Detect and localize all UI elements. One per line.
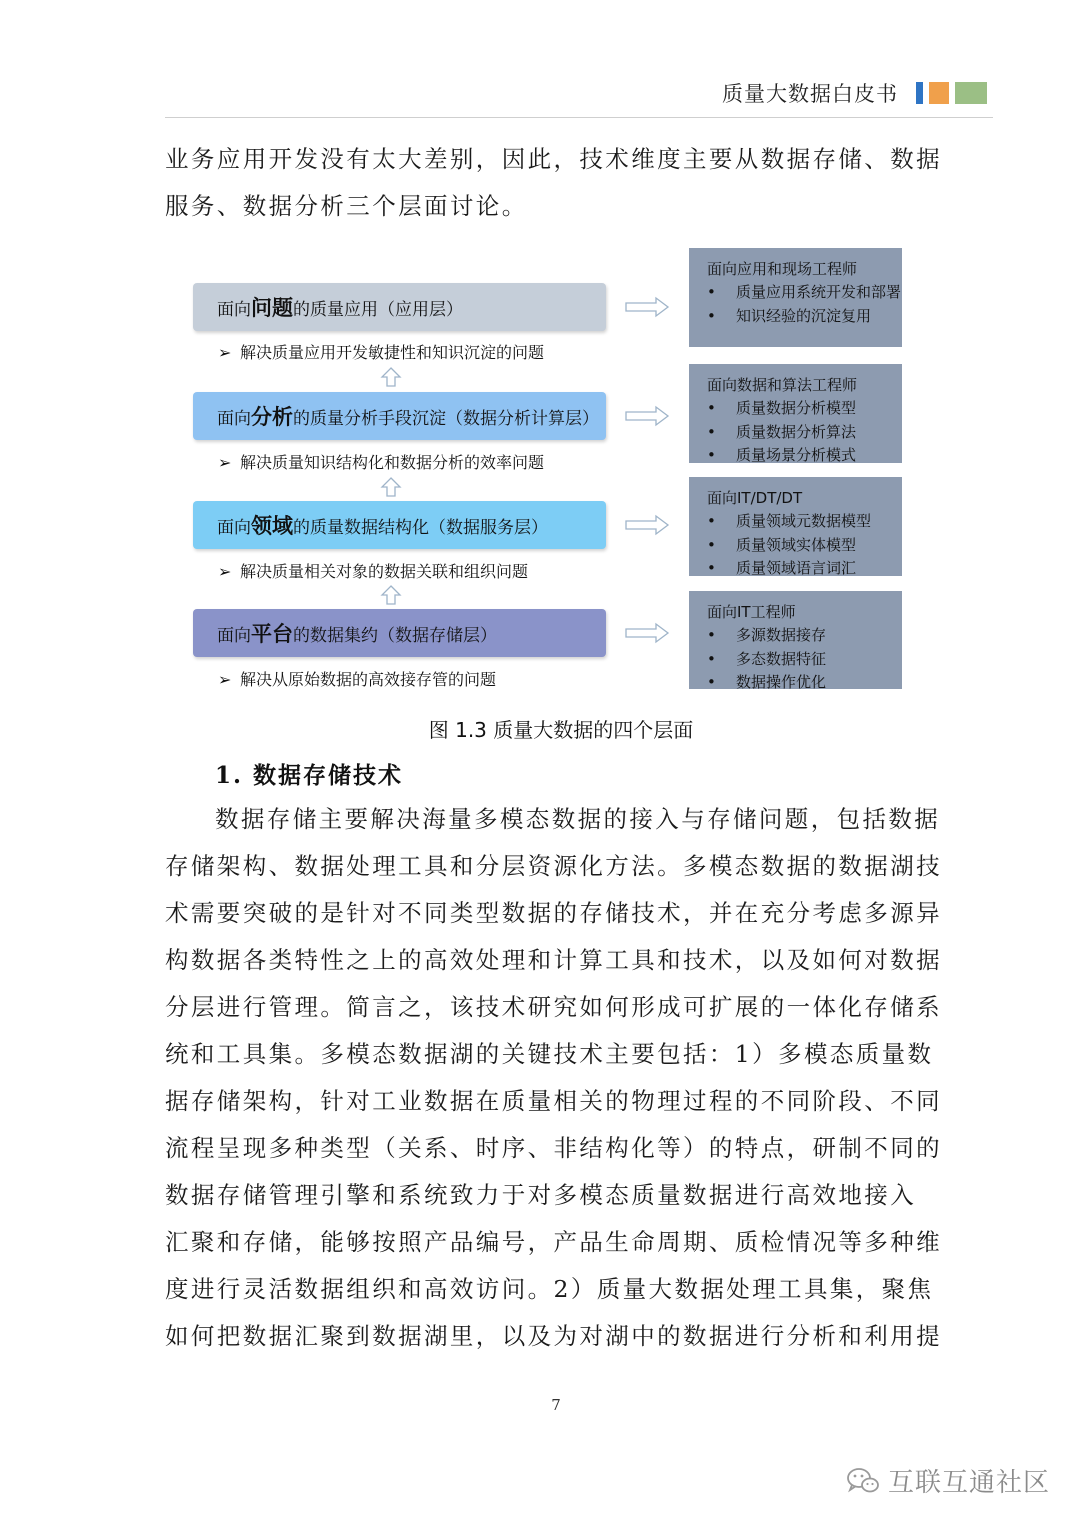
body-line: 统和工具集。多模态数据湖的关键技术主要包括：1）多模态质量数 [165,1040,934,1068]
layer-box-storage [193,609,606,657]
body-line: 数据存储管理引擎和系统致力于对多模态质量数据进行高效地接入 [165,1181,917,1209]
bullet-arrow-icon: ➢ [218,453,232,472]
layer-note-text: 解决质量应用开发敏捷性和知识沉淀的问题 [240,343,545,362]
layer-prefix: 面向 [217,625,251,646]
watermark [846,1462,1050,1499]
layer-suffix: 的质量分析手段沉淀（数据分析计算层） [293,408,599,429]
role-item-text: 多态数据特征 [736,649,827,668]
layer-note [218,667,496,690]
layer-box-service [193,501,606,549]
layer-keyword: 问题 [251,296,293,320]
up-arrow-icon [380,476,402,498]
role-item [707,281,902,305]
header-block-green [955,82,987,104]
role-item-text: 质量应用系统开发和部署 [736,283,902,301]
bullet-arrow-icon: ➢ [218,670,232,689]
bullet-dot-icon: • [707,626,716,644]
header-title: 质量大数据白皮书 [722,82,898,106]
bullet-dot-icon: • [707,673,716,691]
bullet-dot-icon: • [707,446,716,464]
layer-box-application [193,283,606,331]
body-line: 存储架构、数据处理工具和分层资源化方法。多模态数据的数据湖技 [165,852,942,880]
right-arrow-icon [624,296,670,318]
right-arrow-icon [624,405,670,427]
role-title: 面向数据和算法工程师 [707,376,858,394]
role-item [707,624,902,648]
bullet-arrow-icon: ➢ [218,343,232,362]
role-item [707,648,902,672]
body-line: 术需要突破的是针对不同类型数据的存储技术，并在充分考虑多源异 [165,899,942,927]
figure-caption: 图 1.3 质量大数据的四个层面 [428,718,694,742]
role-item [707,557,902,581]
role-item-text: 知识经验的沉淀复用 [736,306,872,325]
role-item [707,421,902,445]
role-item-text: 质量数据分析模型 [736,399,857,417]
bullet-dot-icon: • [707,283,716,301]
body-line: 构数据各类特性之上的高效处理和计算工具和技术，以及如何对数据 [165,946,942,974]
role-item [707,534,902,558]
bullet-dot-icon: • [707,422,716,441]
intro-line: 服务、数据分析三个层面讨论。 [165,192,528,220]
role-item [707,671,902,695]
bullet-dot-icon: • [707,306,716,325]
role-box-it-dt [689,477,902,576]
layer-keyword: 领域 [251,514,293,538]
role-item [707,510,902,534]
layer-prefix: 面向 [217,408,251,429]
up-arrow-icon [380,366,402,388]
wechat-icon [846,1466,880,1496]
role-box-it-engineers [689,591,902,689]
layer-note [218,559,528,582]
role-title: 面向应用和现场工程师 [707,260,858,278]
body-line: 汇聚和存储，能够按照产品编号，产品生命周期、质检情况等多种维 [165,1228,942,1256]
layer-prefix: 面向 [217,517,251,538]
layer-box-analysis [193,392,606,440]
body-line: 如何把数据汇聚到数据湖里，以及为对湖中的数据进行分析和利用提 [165,1322,942,1350]
layer-suffix: 的数据集约（数据存储层） [293,625,497,646]
intro-paragraph [165,136,942,230]
role-item-text: 质量数据分析算法 [736,422,857,441]
layer-suffix: 的质量数据结构化（数据服务层） [293,517,548,538]
layer-note [218,340,544,363]
header-block-orange [929,82,949,104]
bullet-dot-icon: • [707,649,716,668]
body-line: 据存储架构，针对工业数据在质量相关的物理过程的不同阶段、不同 [165,1087,942,1115]
header-rule [165,117,993,118]
role-item-text: 数据操作优化 [736,673,827,691]
layer-prefix: 面向 [217,299,251,320]
role-item [707,305,902,329]
role-item [707,397,902,421]
role-item-text: 多源数据接存 [736,626,827,644]
layer-keyword: 分析 [251,405,293,429]
role-item-text: 质量领域语言词汇 [736,559,857,577]
role-item-text: 质量领域元数据模型 [736,512,872,530]
body-line: 度进行灵活数据组织和高效访问。2）质量大数据处理工具集，聚焦 [165,1275,934,1303]
header-block-blue [916,82,923,104]
bullet-arrow-icon: ➢ [218,562,232,581]
body-line: 数据存储主要解决海量多模态数据的接入与存储问题，包括数据 [215,805,941,833]
role-box-application-engineers [689,248,902,347]
right-arrow-icon [624,622,670,644]
header-color-blocks [916,82,987,104]
bullet-dot-icon: • [707,559,716,577]
role-item-text: 质量领域实体模型 [736,535,857,554]
layer-note-text: 解决质量相关对象的数据关联和组织问题 [240,562,529,581]
body-paragraph [165,796,942,1360]
layer-keyword: 平台 [251,622,293,646]
layer-suffix: 的质量应用（应用层） [293,299,463,320]
bullet-dot-icon: • [707,512,716,530]
layer-note-text: 解决质量知识结构化和数据分析的效率问题 [240,453,545,472]
role-title: 面向IT/DT/DT [707,489,803,507]
layer-note [218,450,544,473]
body-line: 分层进行管理。简言之，该技术研究如何形成可扩展的一体化存储系 [165,993,942,1021]
up-arrow-icon [380,584,402,606]
role-item [707,444,902,468]
right-arrow-icon [624,514,670,536]
intro-line: 业务应用开发没有太大差别，因此，技术维度主要从数据存储、数据 [165,145,942,173]
section-heading: 1. 数据存储技术 [215,762,404,789]
bullet-dot-icon: • [707,399,716,417]
layer-note-text: 解决从原始数据的高效接存管的问题 [240,670,497,689]
page-number: 7 [551,1396,561,1414]
body-line: 流程呈现多种类型（关系、时序、非结构化等）的特点，研制不同的 [165,1134,942,1162]
role-title: 面向IT工程师 [707,603,796,621]
role-box-data-engineers [689,364,902,463]
role-item-text: 质量场景分析模式 [736,446,857,464]
bullet-dot-icon: • [707,535,716,554]
watermark-text: 互联互通社区 [888,1468,1051,1498]
